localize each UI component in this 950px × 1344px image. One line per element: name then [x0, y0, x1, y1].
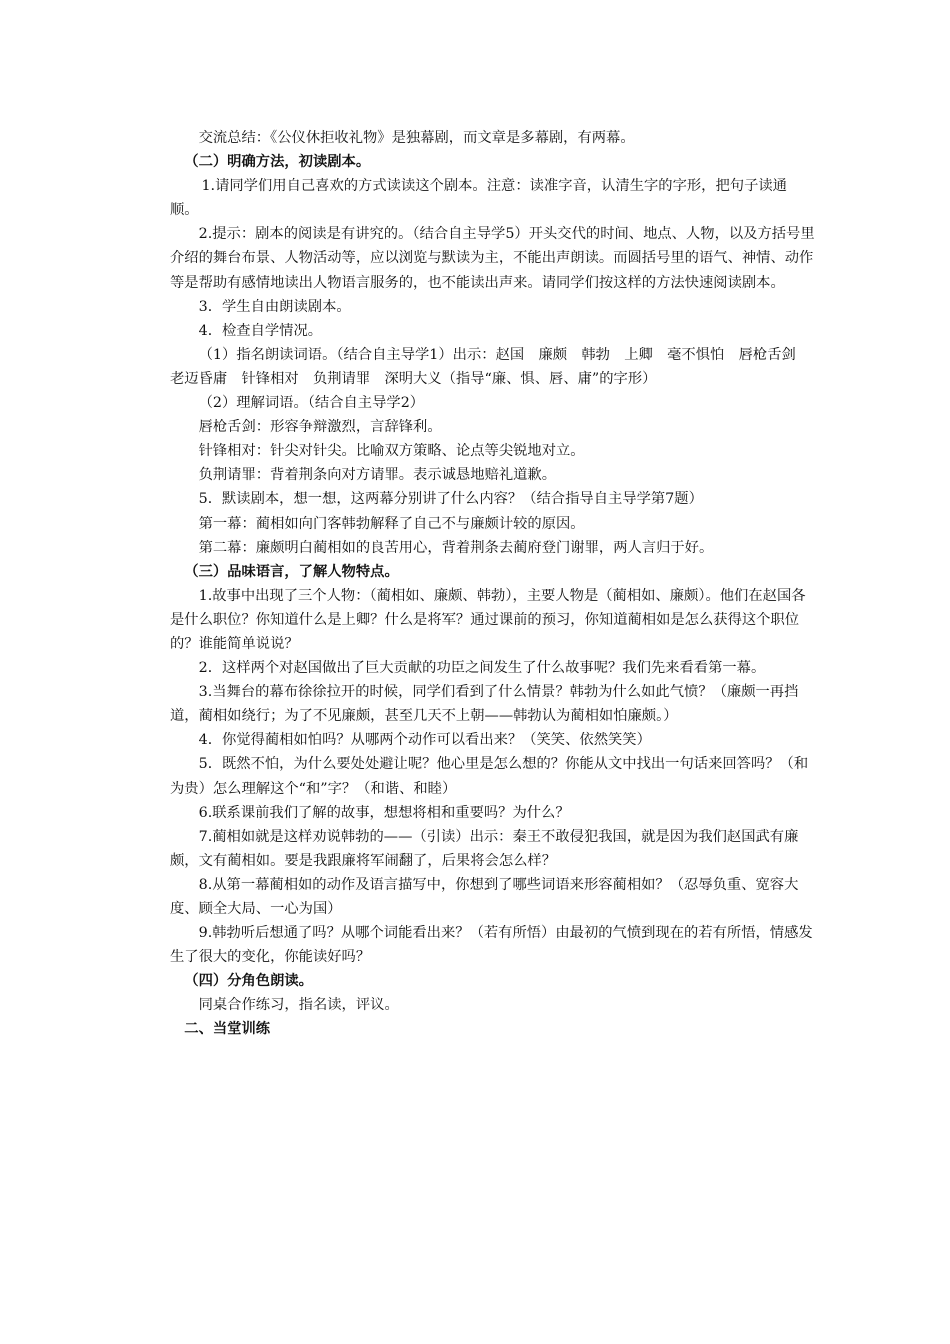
- step-2-paragraph: 2.提示：剧本的阅读是有讲究的。（结合自主导学5）开头交代的时间、地点、人物，以及方括号里介绍的舞台布景、人物活动等，应以浏览与默读为主，不能出声朗读。而圆括号里的语气、神情、动作等是帮助有感情地读出人物语言服务的，也不能读出声来。请同学们按这样的方法快速阅读剧本。: [170, 226, 815, 291]
- step-4-paragraph: 4．检查自学情况。: [198, 322, 323, 339]
- definition-1: 唇枪舌剑：形容争辩激烈，言辞锋利。: [198, 419, 442, 436]
- document-page: [170, 126, 815, 1042]
- act-1-summary: 第一幕：蔺相如向门客韩勃解释了自己不与廉颇计较的原因。: [198, 515, 585, 532]
- question-9: 9.韩勃听后想通了吗？从哪个词能看出来？（若有所悟）由最初的气愤到现在的若有所悟，情感发生了很大的变化，你能读好吗？: [170, 925, 813, 966]
- vocab-reading-paragraph: （1）指名朗读词语。（结合自主导学1）出示：赵国 廉颇 韩勃 上卿 毫不惧怕 唇枪舌剑 老迈昏庸 针锋相对 负荆请罪 深明大义（指导“廉、惧、唇、庸”的字形）: [170, 346, 811, 387]
- step-5-paragraph: 5．默读剧本，想一想，这两幕分别讲了什么内容？（结合指导自主导学第7题）: [198, 491, 703, 508]
- question-2: 2．这样两个对赵国做出了巨大贡献的功臣之间发生了什么故事呢？我们先来看看第一幕。: [198, 660, 766, 677]
- question-1: 1.故事中出现了三个人物：（蔺相如、廉颇、韩勃），主要人物是（蔺相如、廉颇）。他们在赵国各是什么职位？你知道什么是上卿？什么是将军？通过课前的预习，你知道蔺相如是怎么获得这个职位的？谁能简单说说？: [170, 587, 806, 652]
- vocab-understanding-paragraph: （2）理解词语。（结合自主导学2）: [198, 395, 425, 412]
- question-4: 4．你觉得蔺相如怕吗？从哪两个动作可以看出来？（笑笑、依然笑笑）: [198, 732, 651, 749]
- question-5: 5．既然不怕，为什么要处处避让呢？他心里是怎么想的？你能从文中找出一句话来回答吗？（和为贵）怎么理解这个“和”字？（和谐、和睦）: [170, 756, 809, 797]
- step-1-paragraph: 1.请同学们用自己喜欢的方式读读这个剧本。注意：读准字音，认清生字的字形，把句子读通顺。: [170, 178, 787, 219]
- step-3-paragraph: 3．学生自由朗读剧本。: [198, 298, 351, 315]
- definition-2: 针锋相对：针尖对针尖。比喻双方策略、论点等尖锐地对立。: [198, 443, 585, 460]
- question-8: 8.从第一幕蔺相如的动作及语言描写中，你想到了哪些词语来形容蔺相如？（忍辱负重、宽容大度、顾全大局、一心为国）: [170, 876, 799, 917]
- summary-paragraph: 交流总结：《公仪休拒收礼物》是独幕剧，而文章是多幕剧，有两幕。: [198, 130, 635, 146]
- section-heading-4: （四）分角色朗读。: [184, 973, 313, 990]
- question-3: 3.当舞台的幕布徐徐拉开的时候，同学们看到了什么情景？韩勃为什么如此气愤？（廉颇一再挡道，蔺相如绕行；为了不见廉颇，甚至几天不上朝——韩勃认为蔺相如怕廉颇。）: [170, 684, 799, 725]
- section-heading-training: 二、当堂训练: [184, 1021, 271, 1038]
- definition-3: 负荆请罪：背着荆条向对方请罪。表示诚恳地赔礼道歉。: [198, 467, 557, 484]
- section-heading-2: （二）明确方法，初读剧本。: [184, 154, 371, 171]
- act-2-summary: 第二幕：廉颇明白蔺相如的良苦用心，背着荆条去蔺府登门谢罪，两人言归于好。: [198, 539, 714, 556]
- pair-practice-paragraph: 同桌合作练习，指名读，评议。: [198, 997, 399, 1014]
- question-6: 6.联系课前我们了解的故事，想想将相和重要吗？为什么？: [198, 804, 570, 821]
- question-7: 7.蔺相如就是这样劝说韩勃的——（引读）出示：秦王不敢侵犯我国，就是因为我们赵国武有廉颇，文有蔺相如。要是我跟廉将军闹翻了，后果将会怎么样？: [170, 828, 799, 869]
- section-heading-3: （三）品味语言，了解人物特点。: [184, 563, 399, 580]
